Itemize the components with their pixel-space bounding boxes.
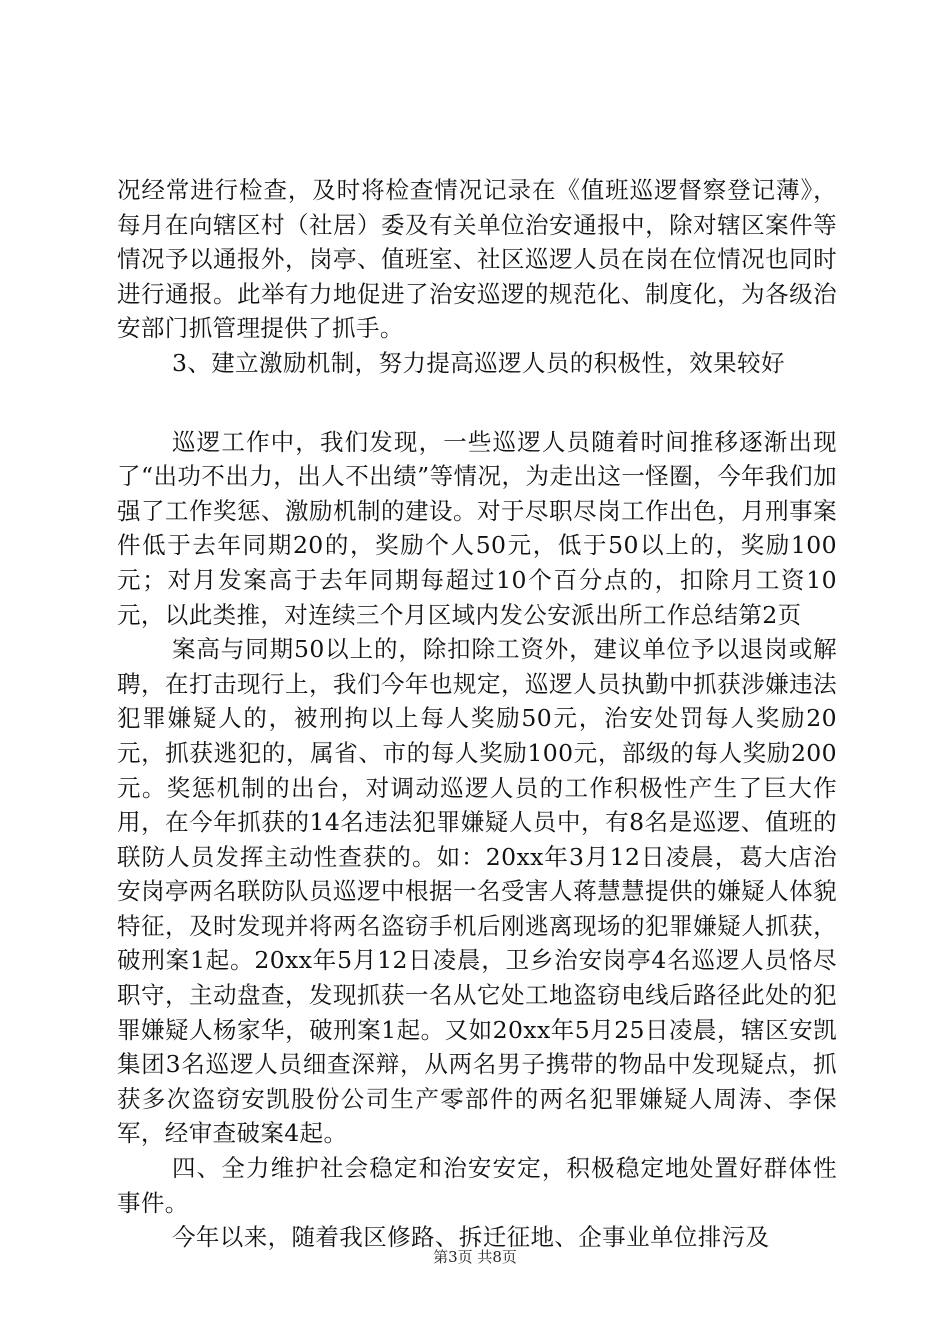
page-footer: 第3页 共8页 [433, 1248, 517, 1266]
document-body [117, 173, 837, 1255]
paragraph-rewards: 案高与同期50以上的，除扣除工资外，建议单位予以退岗或解聘，在打击现行上，我们今年也规定，巡逻人员执勤中抓获涉嫌违法犯罪嫌疑人的，被刑拘以上每人奖励50元，治安处罚每人奖励20元，抓获逃犯的，属省、市的每人奖励100元，部级的每人奖励200元。奖惩机制的出台，对调动巡逻人员的工作积极性产生了巨大作用，在今年抓获的14名违法犯罪嫌疑人员中，有8名是巡逻、值班的联防人员发挥主动性查获的。如：20xx年3月12日凌晨，葛大店治安岗亭两名联防队员巡逻中根据一名受害人蒋慧慧提供的嫌疑人体貌特征，及时发现并将两名盗窃手机后刚逃离现场的犯罪嫌疑人抓获，破刑案1起。20xx年5月12日凌晨，卫乡治安岗亭4名巡逻人员恪尽职守，主动盘查，发现抓获一名从它处工地盗窃电线后路径此处的犯罪嫌疑人杨家华，破刑案1起。又如20xx年5月25日凌晨，辖区安凯集团3名巡逻人员细查深辩，从两名男子携带的物品中发现疑点，抓获多次盗窃安凯股份公司生产零部件的两名犯罪嫌疑人周涛、李保军，经审查破案4起。 [117, 635, 837, 1148]
blank-line [117, 381, 837, 425]
paragraph-stability: 今年以来，随着我区修路、拆迁征地、企事业单位排污及 [172, 1223, 770, 1252]
section-heading-4: 四、全力维护社会稳定和治安安定，积极稳定地处置好群体性事件。 [117, 1154, 837, 1217]
paragraph-continuation: 况经常进行检查，及时将检查情况记录在《值班巡逻督察登记薄》，每月在向辖区村（社居）委及有关单位治安通报中，除对辖区案件等情况予以通报外，岗亭、值班室、社区巡逻人员在岗在位情况也同时进行通报。此举有力地促进了治安巡逻的规范化、制度化，为各级治安部门抓管理提供了抓手。 [117, 176, 837, 343]
section-heading-3: 3、建立激励机制，努力提高巡逻人员的积极性，效果较好 [172, 348, 785, 377]
paragraph-incentive: 巡逻工作中，我们发现，一些巡逻人员随着时间推移逐渐出现了“出功不出力，出人不出绩”等情况，为走出这一怪圈，今年我们加强了工作奖惩、激励机制的建设。对于尽职尽岗工作出色，月刑事案件低于去年同期20的，奖励个人50元，低于50以上的，奖励100元；对月发案高于去年同期每超过10个百分点的，扣除月工资10元，以此类推，对连续三个月区域内发公安派出所工作总结第2页 [117, 427, 837, 629]
